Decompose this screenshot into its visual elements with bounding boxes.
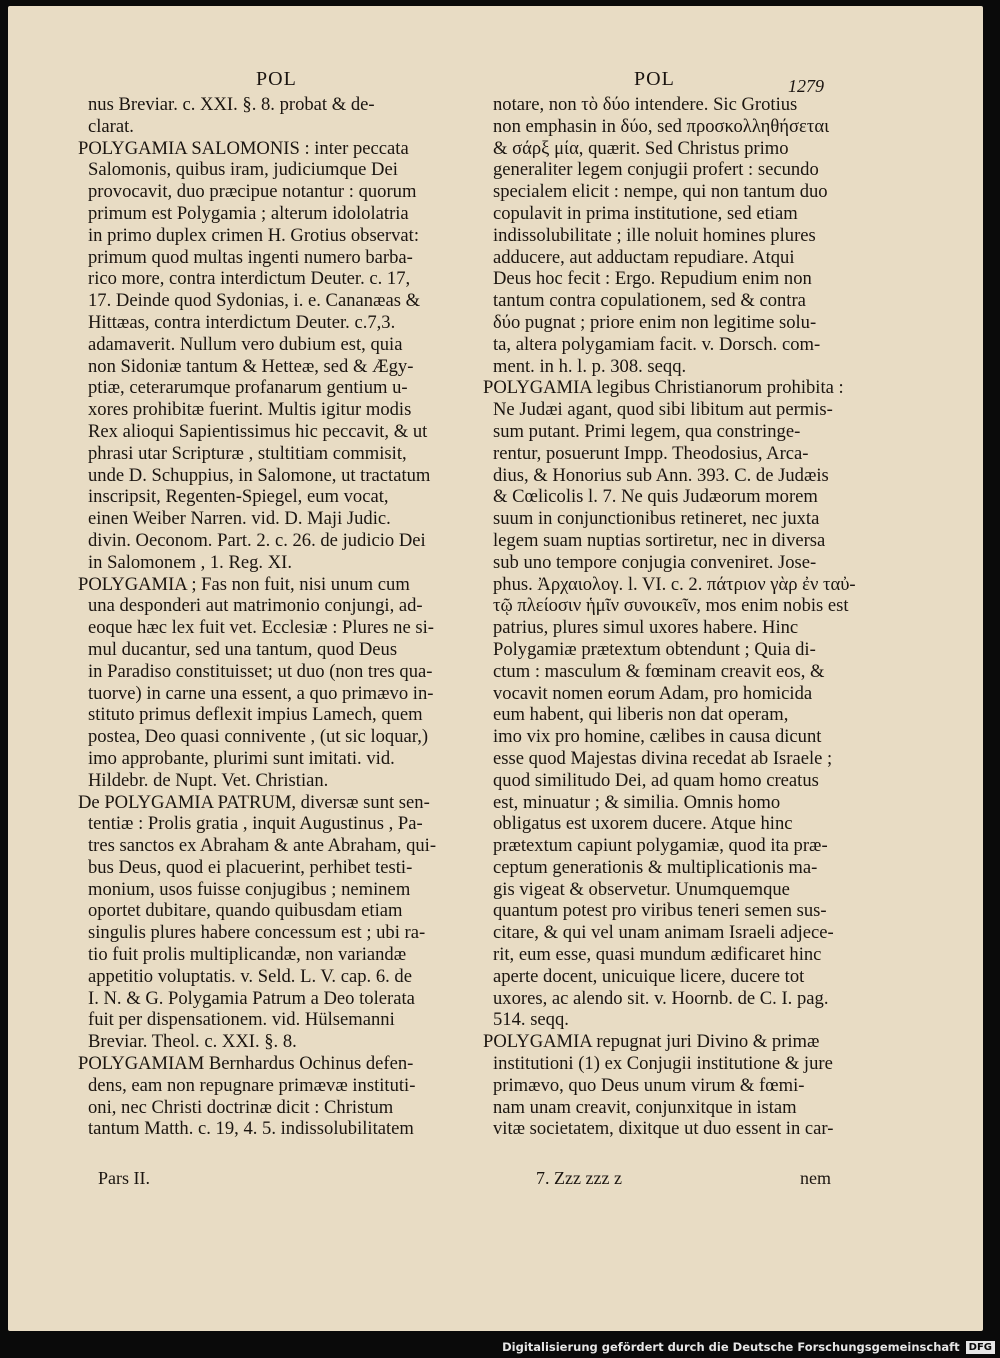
text-line: phrasi utar Scripturæ , stultitiam commisit,: [88, 442, 407, 464]
text-line: eum habent, qui liberis non dat operam,: [493, 704, 789, 726]
text-line: inscripsit, Regenten-Spiegel, eum vocat,: [88, 486, 389, 508]
text-line: provocavit, duo præcipue notantur : quorum: [88, 181, 417, 203]
text-line: rit, eum esse, quasi mundum ædificaret hinc: [493, 944, 822, 966]
text-line: postea, Deo quasi connivente , (ut sic loquar,): [88, 726, 429, 748]
text-line: specialem elicit : nempe, qui non tantum duo: [493, 181, 828, 203]
part-label: Pars II.: [98, 1168, 150, 1188]
page-number: 1279: [788, 76, 824, 96]
text-line: Rex alioqui Sapientissimus hic peccavit, & ut: [88, 420, 428, 442]
text-line: oni, nec Christi doctrinæ dicit : Christum: [88, 1096, 394, 1118]
text-line: tantum Matth. c. 19, 4. 5. indissolubilitatem: [88, 1118, 414, 1140]
text-line: singulis plures habere concessum est ; ubi ra-: [88, 922, 426, 944]
text-line: monium, usos fuisse conjugibus ; neminem: [88, 878, 411, 900]
text-line: primum est Polygamia ; alterum idololatria: [88, 202, 409, 224]
text-line: stituto primus deflexit impius Lamech, quem: [88, 704, 423, 726]
text-line: sum putant. Primi legem, qua constringe-: [493, 420, 801, 442]
text-line: non Sidoniæ tantum & Hetteæ, sed & Ægy-: [88, 355, 414, 377]
text-line: oportet dubitare, quando quibusdam etiam: [88, 900, 403, 922]
text-line: generaliter legem conjugii profert : secundo: [493, 159, 819, 181]
text-line: appetitio voluptatis. v. Seld. L. V. cap. 6. de: [88, 965, 412, 987]
text-line: 17. Deinde quod Sydonias, i. e. Cananæas &: [88, 290, 421, 312]
text-line: Ne Judæi agant, quod sibi libitum aut permis-: [493, 399, 833, 421]
text-line: rico more, contra interdictum Deuter. c. 17,: [88, 268, 411, 290]
running-head-left: POL: [256, 68, 297, 90]
text-line: τῷ πλείοσιν ἡμῖν συνοικεῖν, mos enim nobis est: [493, 595, 849, 617]
text-line: in primo duplex crimen H. Grotius observat:: [88, 224, 420, 246]
text-line: clarat.: [88, 115, 134, 137]
text-line: aperte docent, unicuique licere, ducere tot: [493, 965, 805, 987]
text-line: ment. in h. l. p. 308. seqq.: [493, 355, 687, 377]
text-line: POLYGAMIA repugnat juri Divino & primæ: [483, 1031, 820, 1053]
text-line: prætextum capiunt polygamiæ, quod ita præ-: [493, 835, 828, 857]
running-head-right: POL: [634, 68, 675, 90]
digitization-credit-bar: [502, 1338, 995, 1356]
text-line: dens, eam non repugnare primævæ instituti-: [88, 1074, 416, 1096]
text-line: tio fuit prolis multiplicandæ, non variandæ: [88, 944, 407, 966]
text-line: primævo, quo Deus unum virum & fœmi-: [493, 1074, 805, 1096]
text-line: & σάρξ μία, quærit. Sed Christus primo: [493, 137, 789, 159]
text-line: ptiæ, ceterarumque profanarum gentium u-: [88, 377, 408, 399]
text-line: vitæ societatem, dixitque ut duo essent in car-: [493, 1118, 834, 1140]
text-line: unde D. Schuppius, in Salomone, ut tractatum: [88, 464, 431, 486]
text-line: quod similitudo Dei, ad quam homo creatus: [493, 769, 819, 791]
text-line: mul ducantur, sed una tantum, quod Deus: [88, 638, 398, 660]
text-line: legem suam nuptias sortiretur, nec in diversa: [493, 529, 826, 551]
right-column: [483, 94, 871, 1140]
text-line: una desponderi aut matrimonio conjungi, ad-: [88, 595, 423, 617]
text-line: 514. seqq.: [493, 1009, 569, 1031]
text-line: suum in conjunctionibus retineret, nec juxta: [493, 508, 820, 530]
text-line: tres sanctos ex Abraham & ante Abraham, qui-: [88, 835, 437, 857]
text-line: notare, non τὸ δύο intendere. Sic Grotius: [493, 94, 798, 115]
text-line: tantum contra copulationem, sed & contra: [493, 290, 806, 312]
credit-text: Digitalisierung gefördert durch die Deutsche Forschungsgemeinschaft: [502, 1340, 960, 1354]
text-line: imo approbante, plurimi sunt imitati. vid.: [88, 747, 395, 769]
text-line: gis vigeat & observetur. Unumquemque: [493, 878, 790, 900]
text-line: obligatus est uxorem ducere. Atque hinc: [493, 813, 793, 835]
text-line: bus Deus, quod ei placuerint, perhibet testi-: [88, 856, 413, 878]
text-line: I. N. & G. Polygamia Patrum a Deo tolerata: [88, 987, 415, 1009]
text-line: ceptum generationis & multiplicationis ma-: [493, 856, 818, 878]
text-line: & Cœlicolis l. 7. Ne quis Judæorum morem: [493, 486, 818, 508]
text-line: tentiæ : Prolis gratia , inquit Augustinus , Pa-: [88, 813, 423, 835]
text-line: xores prohibitæ fuerint. Multis igitur modis: [88, 399, 412, 421]
text-line: δύο pugnat ; priore enim non legitime solu-: [493, 311, 817, 333]
text-line: POLYGAMIAM Bernhardus Ochinus defen-: [78, 1053, 414, 1075]
text-line: imo vix pro homine, cælibes in causa dicunt: [493, 726, 822, 748]
text-line: sub uno tempore conjugia conveniret. Jose-: [493, 551, 817, 573]
left-column: [78, 94, 466, 1140]
text-line: fuit per dispensationem. vid. Hülsemanni: [88, 1009, 395, 1031]
scanned-page: [8, 6, 983, 1331]
text-line: phus. Ἀρχαιολογ. l. VI. c. 2. πάτριον γὰρ ἐν ταὐ-: [493, 573, 856, 595]
text-line: POLYGAMIA ; Fas non fuit, nisi unum cum: [78, 573, 410, 595]
text-line: Breviar. Theol. c. XXI. §. 8.: [88, 1031, 297, 1053]
text-line: quantum potest pro viribus teneri semen sus-: [493, 900, 827, 922]
text-line: Deus hoc fecit : Ergo. Repudium enim non: [493, 268, 812, 290]
text-line: vocavit nomen eorum Adam, pro homicida: [493, 682, 813, 704]
text-line: copulavit in prima institutione, sed etiam: [493, 202, 798, 224]
text-line: nam unam creavit, conjunxitque in istam: [493, 1096, 797, 1118]
text-line: Hittæas, contra interdictum Deuter. c.7,3.: [88, 311, 396, 333]
text-line: ta, altera polygamiam facit. v. Dorsch. com-: [493, 333, 821, 355]
text-line: in Salomonem , 1. Reg. XI.: [88, 551, 292, 573]
text-line: dius, & Honorius sub Ann. 393. C. de Judæis: [493, 464, 829, 486]
signature-mark: 7. Zzz zzz z: [536, 1168, 622, 1188]
text-line: rentur, posuerunt Impp. Theodosius, Arca-: [493, 442, 809, 464]
text-line: indissolubilitate ; ille noluit homines plures: [493, 224, 816, 246]
text-line: POLYGAMIA legibus Christianorum prohibita :: [483, 377, 844, 399]
text-line: POLYGAMIA SALOMONIS : inter peccata: [78, 137, 409, 159]
text-line: primum quod multas ingenti numero barba-: [88, 246, 413, 268]
text-line: non emphasin in δύο, sed προσκολληθήσεται: [493, 115, 830, 137]
text-line: einen Weiber Narren. vid. D. Maji Judic.: [88, 508, 391, 530]
text-line: nus Breviar. c. XXI. §. 8. probat & de-: [88, 94, 375, 115]
text-line: divin. Oeconom. Part. 2. c. 26. de judicio Dei: [88, 529, 426, 551]
text-line: uxores, ac alendo sit. v. Hoornb. de C. I. pag.: [493, 987, 829, 1009]
text-line: eoque hæc lex fuit vet. Ecclesiæ : Plures ne si-: [88, 617, 434, 639]
text-line: De POLYGAMIA PATRUM, diversæ sunt sen-: [78, 791, 430, 813]
text-line: institutioni (1) ex Conjugii institutione & jure: [493, 1053, 833, 1075]
text-line: Polygamiæ prætextum obtendunt ; Quia di-: [493, 638, 816, 660]
text-line: in Paradiso constituisset; ut duo (non tres qua-: [88, 660, 433, 682]
text-line: tuorve) in carne una essent, a quo primævo in-: [88, 682, 434, 704]
text-line: Salomonis, quibus iram, judiciumque Dei: [88, 159, 398, 181]
text-line: citare, & qui vel unam animam Israeli adjece-: [493, 922, 834, 944]
text-line: adducere, aut adductam repudiare. Atqui: [493, 246, 795, 268]
text-line: Hildebr. de Nupt. Vet. Christian.: [88, 769, 329, 791]
catchword: nem: [800, 1168, 831, 1188]
text-line: est, minuatur ; & similia. Omnis homo: [493, 791, 781, 813]
text-line: esse quod Majestas divina recedat ab Israele ;: [493, 747, 833, 769]
text-line: ctum : masculum & fœminam creavit eos, &: [493, 660, 825, 682]
text-line: adamaverit. Nullum vero dubium est, quia: [88, 333, 403, 355]
text-line: patrius, plures simul uxores habere. Hinc: [493, 617, 799, 639]
dfg-logo: DFG: [966, 1341, 995, 1354]
